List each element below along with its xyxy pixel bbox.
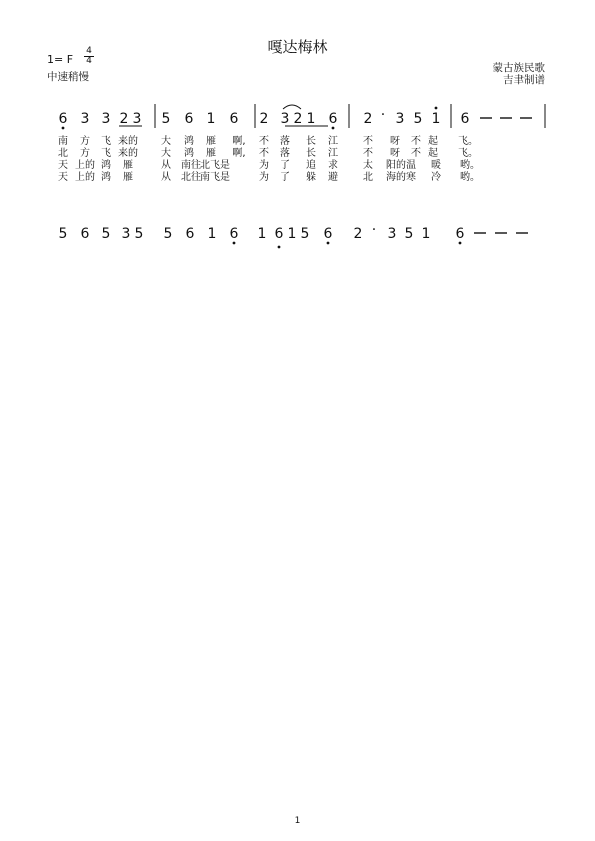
lyric-word: 雁 xyxy=(206,136,216,147)
lyric-word: 雁 xyxy=(206,148,216,159)
lyric-word: 阳的温 xyxy=(386,160,416,171)
time-signature-beats: 4 xyxy=(86,46,92,56)
lyric-word: 起 xyxy=(428,136,438,147)
note: 5 xyxy=(58,226,68,242)
lyric-word: 大 xyxy=(161,136,171,147)
note: 6 xyxy=(229,111,239,127)
arranger-credit: 吉聿制谱 xyxy=(503,74,545,86)
note: 6 xyxy=(328,111,338,127)
time-signature-unit: 4 xyxy=(84,56,94,66)
note: 6 xyxy=(229,226,239,242)
note: 6 xyxy=(460,111,470,127)
lyric-word: 呀 xyxy=(390,136,400,147)
lyric-word: 江 xyxy=(328,148,338,159)
lyric-word: 追 xyxy=(306,160,316,171)
lyric-word: 飞 xyxy=(101,136,111,147)
lyric-word: 为 xyxy=(259,172,269,183)
lyric-word: 太 xyxy=(363,160,373,171)
note: 5 xyxy=(161,111,171,127)
low-octave-dot xyxy=(459,242,462,245)
lyric-word: 天 xyxy=(58,160,68,171)
low-octave-dot xyxy=(278,246,281,249)
note: 3 xyxy=(121,226,131,242)
note: 2 xyxy=(353,226,363,242)
note: 1 xyxy=(287,226,297,242)
note: 3 xyxy=(132,111,142,127)
note: 2 xyxy=(363,111,373,127)
slur-arc xyxy=(283,105,301,109)
note: 6 xyxy=(185,226,195,242)
lyric-word: 长 xyxy=(306,148,316,159)
note: 6 xyxy=(58,111,68,127)
note: 2 xyxy=(259,111,269,127)
lyric-word: 长 xyxy=(306,136,316,147)
note: 2 xyxy=(119,111,129,127)
lyric-word: 北 xyxy=(363,172,373,183)
lyric-word: 避 xyxy=(328,172,338,183)
lyric-word: 海的寒 xyxy=(386,172,416,183)
lyric-word: 不 xyxy=(259,136,269,147)
lyric-word: 啊, xyxy=(232,148,246,159)
lyric-word: 不 xyxy=(259,148,269,159)
augmentation-dot: · xyxy=(380,107,386,123)
note: 1 xyxy=(207,226,217,242)
lyric-word: 鸿 xyxy=(184,136,194,147)
low-octave-dot xyxy=(62,127,65,130)
lyric-word: 落 xyxy=(280,136,290,147)
note: 1 xyxy=(421,226,431,242)
note: 3 xyxy=(387,226,397,242)
lyric-word: 从 xyxy=(161,160,171,171)
lyric-word: 来的 xyxy=(118,136,138,147)
lyric-word: 暖 xyxy=(431,160,441,171)
lyric-word: 飞 xyxy=(101,148,111,159)
song-origin: 蒙古族民歌 xyxy=(492,62,545,74)
note: 6 xyxy=(274,226,284,242)
lyric-word: 南飞是 xyxy=(200,172,230,183)
lyric-word: 大 xyxy=(161,148,171,159)
note: 5 xyxy=(101,226,111,242)
lyric-word: 呀 xyxy=(390,148,400,159)
lyric-word: 方 xyxy=(80,148,90,159)
lyric-word: 了 xyxy=(280,172,290,183)
lyric-word: 南 xyxy=(58,136,68,147)
note: 5 xyxy=(163,226,173,242)
note: 6 xyxy=(184,111,194,127)
low-octave-dot xyxy=(327,242,330,245)
lyric-word: 上的 xyxy=(75,160,95,171)
lyric-word: 方 xyxy=(80,136,90,147)
lyric-word: 不 xyxy=(363,148,373,159)
lyric-word: 了 xyxy=(280,160,290,171)
tempo-marking: 中速稍慢 xyxy=(47,71,89,83)
note: 3 xyxy=(395,111,405,127)
note: 6 xyxy=(80,226,90,242)
note: 5 xyxy=(134,226,144,242)
low-octave-dot xyxy=(233,242,236,245)
note: 6 xyxy=(323,226,333,242)
lyric-word: 冷 xyxy=(431,172,441,183)
note: 5 xyxy=(404,226,414,242)
note: 3 xyxy=(101,111,111,127)
song-title: 嘎达梅林 xyxy=(267,38,328,56)
lyric-word: 哟。 xyxy=(460,160,480,171)
lyric-word: 鸿 xyxy=(101,160,111,171)
lyric-word: 江 xyxy=(328,136,338,147)
lyric-word: 北往 xyxy=(181,172,201,183)
lyric-word: 来的 xyxy=(118,148,138,159)
lyric-word: 不 xyxy=(363,136,373,147)
lyric-word: 雁 xyxy=(123,172,133,183)
lyric-word: 啊, xyxy=(232,136,246,147)
lyric-word: 上的 xyxy=(75,172,95,183)
note: 5 xyxy=(413,111,423,127)
note: 1 xyxy=(257,226,267,242)
note: 1 xyxy=(306,111,316,127)
lyric-word: 落 xyxy=(280,148,290,159)
note: 1 xyxy=(206,111,216,127)
lyric-word: 求 xyxy=(328,160,338,171)
lyric-word: 鸿 xyxy=(184,148,194,159)
augmentation-dot: · xyxy=(371,222,377,238)
lyric-word: 哟。 xyxy=(460,172,480,183)
low-octave-dot xyxy=(332,127,335,130)
lyric-word: 躲 xyxy=(306,172,316,183)
key-signature: 1= F xyxy=(47,53,74,66)
note: 5 xyxy=(300,226,310,242)
lyric-word: 南往 xyxy=(181,160,201,171)
high-octave-dot xyxy=(435,107,438,110)
lyric-word: 飞。 xyxy=(458,136,478,147)
lyric-word: 为 xyxy=(259,160,269,171)
lyric-word: 鸿 xyxy=(101,172,111,183)
note: 6 xyxy=(455,226,465,242)
note: 2 xyxy=(293,111,303,127)
lyric-word: 起 xyxy=(428,148,438,159)
lyric-word: 北 xyxy=(58,148,68,159)
lyric-word: 不 xyxy=(411,136,421,147)
note: 3 xyxy=(280,111,290,127)
note: 1 xyxy=(431,111,441,127)
lyric-word: 从 xyxy=(161,172,171,183)
lyric-word: 雁 xyxy=(123,160,133,171)
lyric-word: 天 xyxy=(58,172,68,183)
page-number: 1 xyxy=(294,816,301,826)
lyric-word: 不 xyxy=(411,148,421,159)
note: 3 xyxy=(80,111,90,127)
lyric-word: 飞。 xyxy=(458,148,478,159)
lyric-word: 北飞是 xyxy=(200,160,230,171)
